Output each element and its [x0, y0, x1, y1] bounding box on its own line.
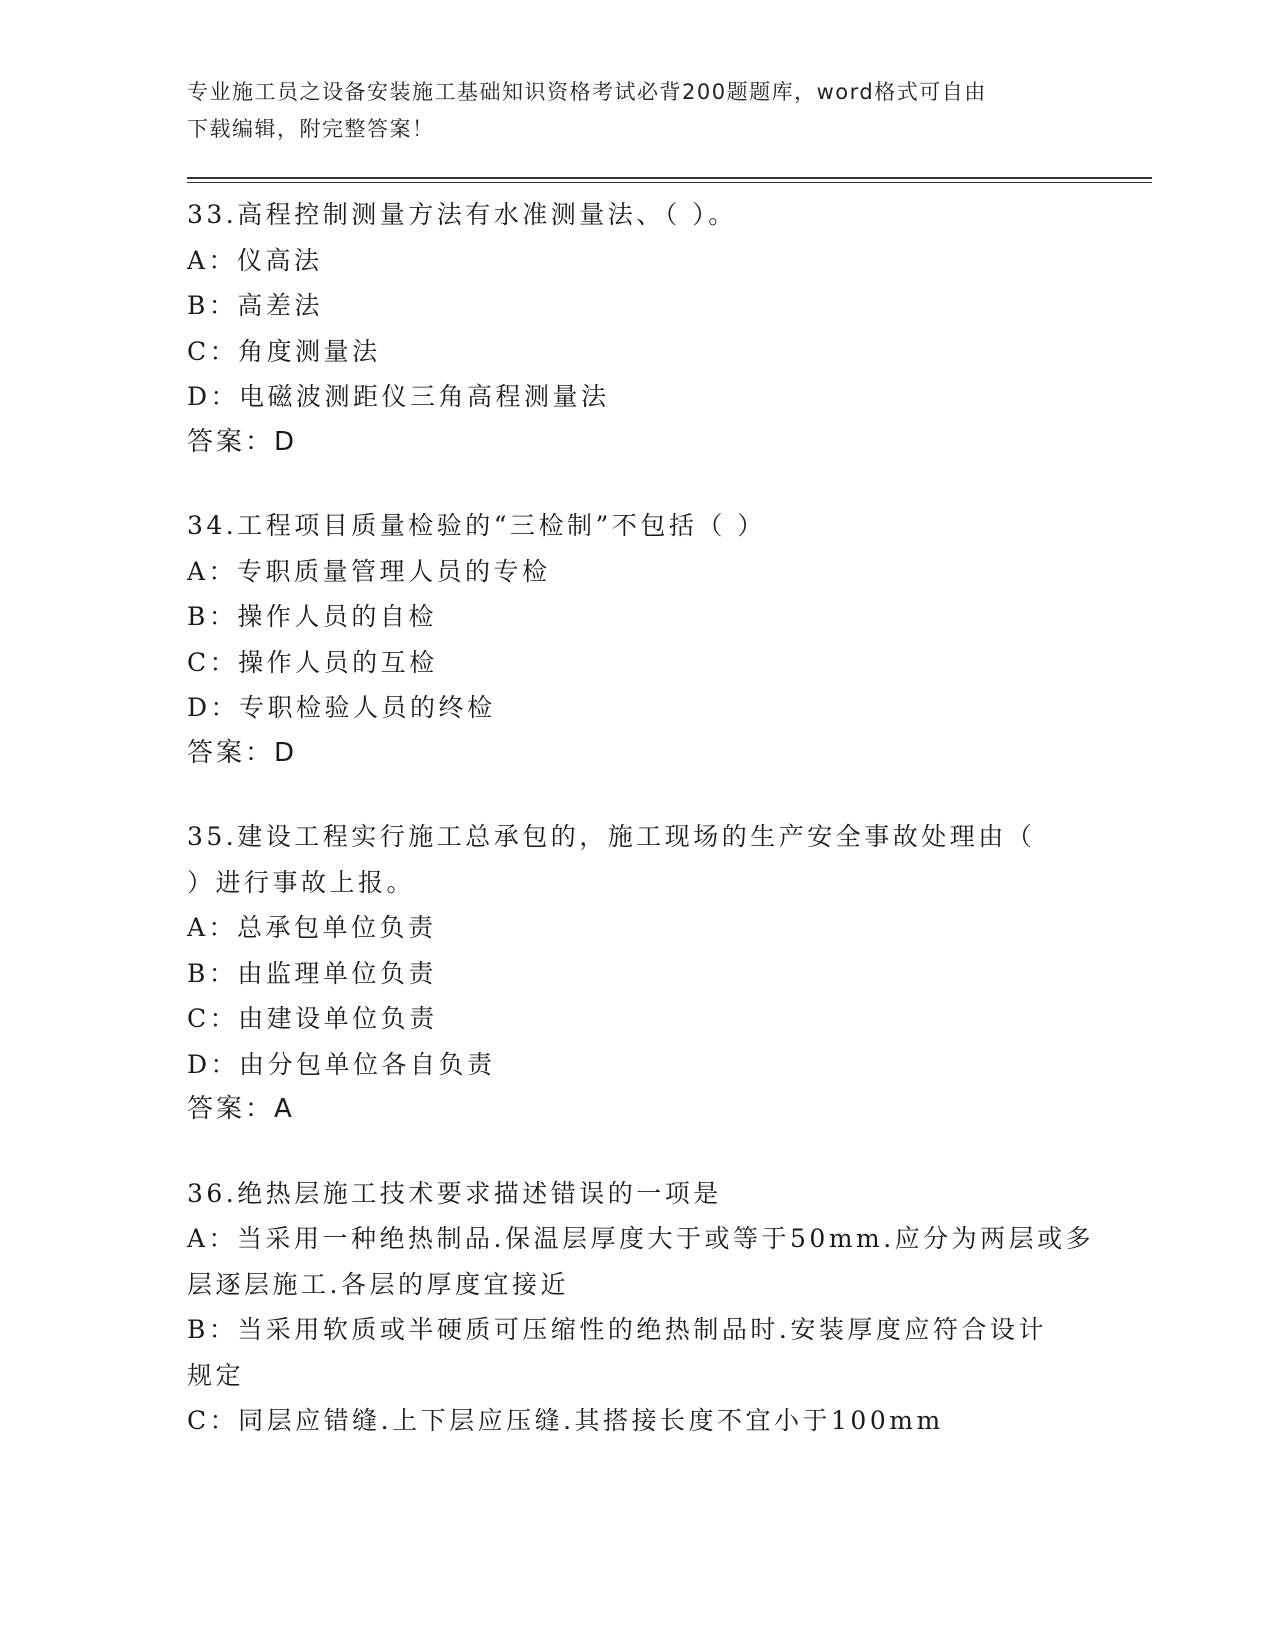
- option-c: C：同层应错缝.上下层应压缝.其搭接长度不宜小于100mm: [187, 1406, 944, 1435]
- option-a: A：仪高法: [187, 245, 323, 275]
- question-list: [187, 192, 1095, 1482]
- option-a: A：专职质量管理人员的专检: [187, 556, 551, 586]
- question-34: [187, 503, 1087, 776]
- answer-value: D: [274, 426, 296, 457]
- answer-label: 答案：: [187, 1094, 275, 1124]
- question-stem: 34.工程项目质量检验的“三检制”不包括（ ）: [187, 511, 766, 540]
- question-stem: 33.高程控制测量方法有水准测量法、（ ）。: [187, 200, 737, 229]
- answer-value: A: [274, 1094, 293, 1124]
- header-divider-thin: [187, 182, 1152, 183]
- option-a-cont: 层逐层施工.各层的厚度宜接近: [187, 1269, 569, 1299]
- question-stem-cont: ）进行事故上报。: [187, 867, 416, 897]
- option-b-cont: 规定: [187, 1360, 245, 1390]
- option-b: B：由监理单位负责: [187, 958, 437, 988]
- question-stem: 35.建设工程实行施工总承包的，施工现场的生产安全事故处理由（: [187, 822, 1036, 851]
- question-stem: 36.绝热层施工技术要求描述错误的一项是: [187, 1178, 722, 1208]
- option-b: B：操作人员的自检: [187, 602, 437, 631]
- document-header: [187, 74, 1067, 148]
- option-a: A：当采用一种绝热制品.保温层厚度大于或等于50mm.应分为两层或多: [187, 1224, 1095, 1253]
- option-d: D：专职检验人员的终检: [187, 693, 496, 722]
- answer: [187, 420, 1087, 466]
- answer-label: 答案：: [187, 426, 275, 457]
- question-33: [187, 192, 1087, 465]
- question-36: [187, 1171, 1095, 1444]
- answer: [187, 1087, 1087, 1133]
- option-d: D：由分包单位各自负责: [187, 1049, 496, 1079]
- option-c: C：由建设单位负责: [187, 1004, 438, 1033]
- option-c: C：操作人员的互检: [187, 647, 438, 677]
- option-b: B：当采用软质或半硬质可压缩性的绝热制品时.安装厚度应符合设计: [187, 1315, 1047, 1344]
- answer-value: D: [274, 737, 296, 768]
- option-d: D：电磁波测距仪三角高程测量法: [187, 382, 610, 411]
- header-divider: [187, 177, 1152, 179]
- option-a: A：总承包单位负责: [187, 913, 437, 942]
- header-line-2: 下载编辑，附完整答案！: [187, 117, 435, 141]
- option-b: B：高差法: [187, 291, 323, 320]
- question-35: [187, 814, 1087, 1133]
- answer: [187, 731, 1087, 777]
- answer-label: 答案：: [187, 737, 275, 768]
- header-line-1: 专业施工员之设备安装施工基础知识资格考试必背200题题库，word格式可自由: [187, 80, 987, 104]
- option-c: C：角度测量法: [187, 336, 381, 366]
